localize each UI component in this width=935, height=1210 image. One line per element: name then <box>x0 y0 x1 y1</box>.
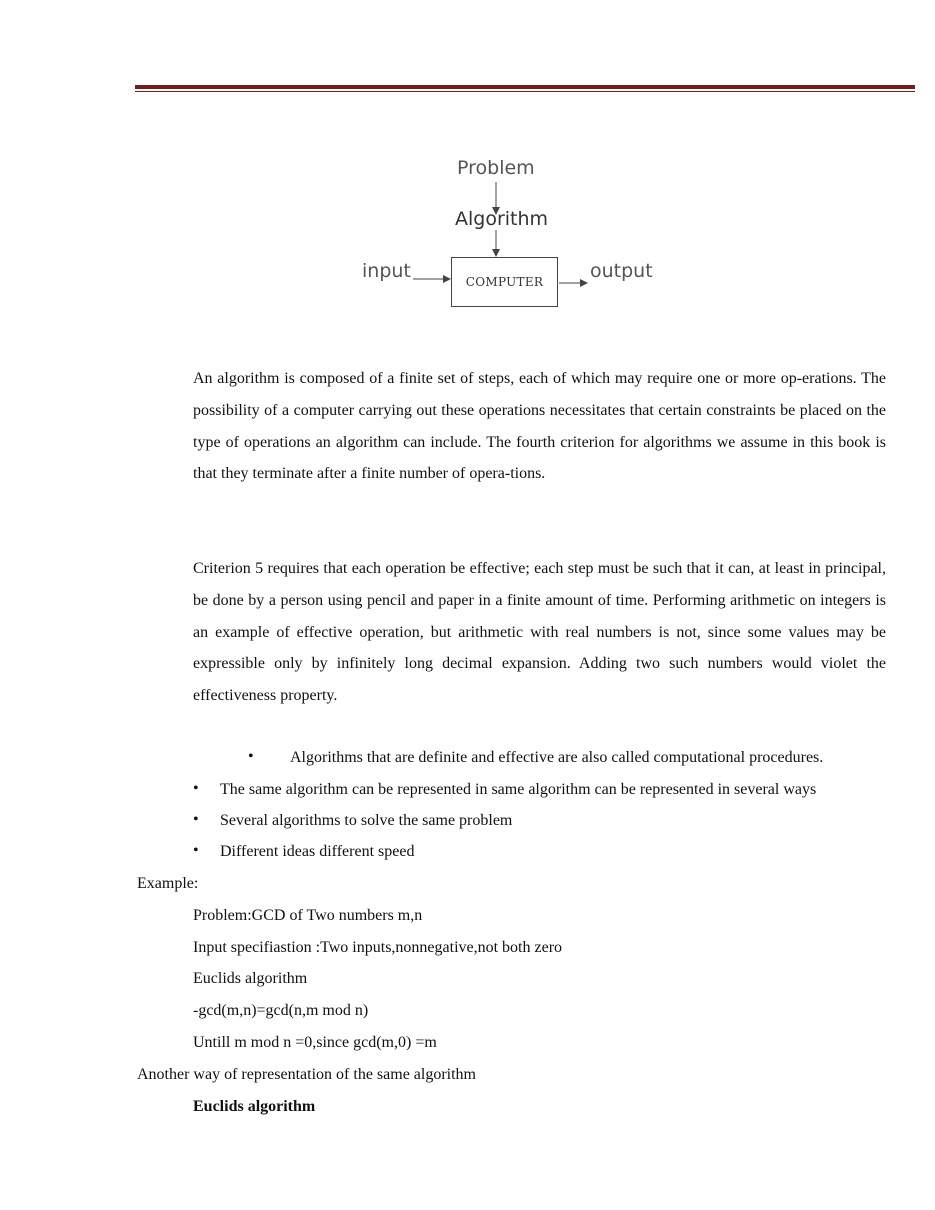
bullet-dot: • <box>193 842 199 859</box>
example-line: Untill m mod n =0,since gcd(m,0) =m <box>193 1034 437 1051</box>
bullet-dot: • <box>193 780 199 797</box>
diagram-input-label: input <box>362 260 411 282</box>
bullet-item: The same algorithm can be represented in same algorithm can be represented in several ways <box>220 781 817 798</box>
another-way-line: Another way of representation of the same algorithm <box>137 1066 476 1083</box>
bullet-item: Different ideas different speed <box>220 843 415 860</box>
example-line: -gcd(m,n)=gcd(n,m mod n) <box>193 1002 369 1019</box>
paragraph-criterion-5: Criterion 5 requires that each operation be effective; each step must be such that it can, at least in principal, be done by a person using pencil and paper in a finite amount of time. Performing arithmetic on integers is an example of effective operation, but arithmetic with real numbers is not, since some values may be expressible only by infinitely long decimal expansion. Adding two such numbers would violet the effectiveness property. <box>193 560 886 705</box>
euclid-heading: Euclids algorithm <box>193 1098 316 1115</box>
paragraph-finite-steps: An algorithm is composed of a finite set of steps, each of which may require one or more op-erations. The possibility of a computer carrying out these operations necessitates that certain constraints be placed on the type of operations an algorithm can include. The fourth criterion for algorithms we assume in this book is that they terminate after a finite number of opera-tions. <box>193 370 886 483</box>
bullet-dot: • <box>193 811 199 828</box>
bullet-item: Several algorithms to solve the same problem <box>220 812 513 829</box>
diagram-problem-label: Problem <box>457 157 535 179</box>
bullet-dot: • <box>248 748 254 765</box>
algorithm-diagram <box>355 150 665 340</box>
example-line: Input specifiastion :Two inputs,nonnegative,not both zero <box>193 939 563 956</box>
example-line: Euclids algorithm <box>193 970 308 987</box>
diagram-algorithm-label: Algorithm <box>455 208 549 230</box>
example-line: Problem:GCD of Two numbers m,n <box>193 907 423 924</box>
example-label: Example: <box>137 875 199 892</box>
diagram-output-label: output <box>590 260 653 282</box>
header-rule <box>135 85 915 89</box>
bullet-item: Algorithms that are definite and effective are also called computational procedures. <box>290 749 824 766</box>
header-rule-thin <box>135 91 915 92</box>
diagram-computer-box: COMPUTER <box>451 257 558 307</box>
